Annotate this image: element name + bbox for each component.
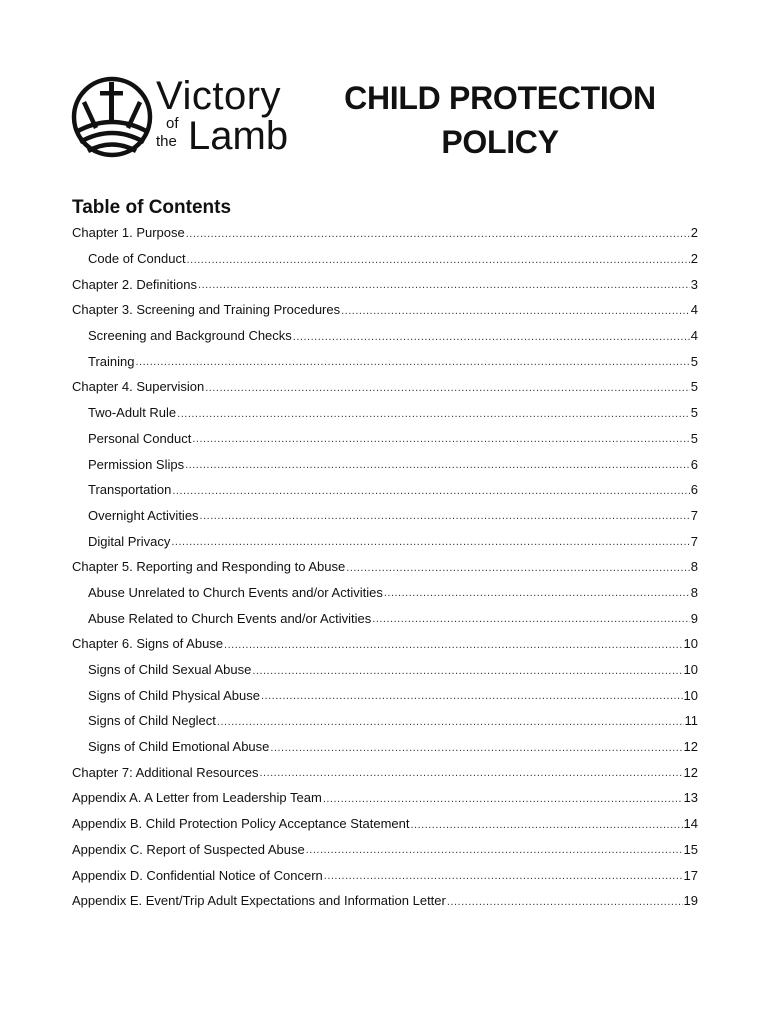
toc-leader-dots [185, 457, 690, 471]
toc-entry-page: 6 [690, 456, 698, 472]
toc-entry-title: Code of Conduct [88, 251, 186, 267]
toc-entry-title: Permission Slips [88, 456, 185, 472]
toc-entry-page: 14 [683, 816, 698, 832]
toc-entry-page: 5 [690, 430, 698, 446]
toc-entry[interactable] [72, 271, 698, 297]
toc-leader-dots [186, 226, 690, 240]
toc-entry-title: Appendix A. A Letter from Leadership Team [72, 790, 322, 806]
toc-entry[interactable] [72, 297, 698, 323]
toc-entry-title: Two-Adult Rule [88, 405, 177, 421]
toc-entry[interactable] [72, 785, 698, 811]
toc-entry-title: Signs of Child Physical Abuse [88, 687, 260, 703]
toc-entry-page: 8 [690, 584, 698, 600]
toc-entry[interactable] [72, 888, 698, 914]
toc-entry[interactable] [72, 246, 698, 272]
toc-entry[interactable] [72, 811, 698, 837]
toc-leader-dots [224, 637, 682, 651]
toc-leader-dots [259, 765, 682, 779]
toc-entry[interactable] [72, 477, 698, 503]
toc-leader-dots [346, 560, 690, 574]
toc-entry[interactable] [72, 503, 698, 529]
toc-entry[interactable] [72, 862, 698, 888]
toc-entry-title: Signs of Child Emotional Abuse [88, 739, 270, 755]
toc-leader-dots [177, 406, 690, 420]
toc-entry-title: Transportation [88, 482, 172, 498]
toc-leader-dots [192, 431, 689, 445]
church-logo [70, 72, 300, 162]
toc-entry[interactable] [72, 426, 698, 452]
toc-leader-dots [171, 534, 689, 548]
toc-leader-dots [324, 868, 683, 882]
toc-entry-title: Signs of Child Sexual Abuse [88, 662, 252, 678]
toc-entry-page: 10 [683, 662, 698, 678]
toc-entry[interactable] [72, 631, 698, 657]
toc-leader-dots [205, 380, 690, 394]
toc-entry-title: Abuse Unrelated to Church Events and/or Activities [88, 584, 383, 600]
toc-leader-dots [323, 791, 683, 805]
toc-entry[interactable] [72, 580, 698, 606]
cross-circle-icon [70, 72, 154, 162]
toc-entry-page: 11 [684, 713, 698, 729]
toc-heading: Table of Contents [72, 197, 232, 218]
toc-leader-dots [261, 688, 683, 702]
toc-leader-dots [172, 483, 689, 497]
toc-entry[interactable] [72, 708, 698, 734]
toc-entry[interactable] [72, 657, 698, 683]
toc-leader-dots [135, 354, 689, 368]
toc-entry-title: Signs of Child Neglect [88, 713, 216, 729]
toc-entry-title: Chapter 4. Supervision [72, 379, 205, 395]
toc-leader-dots [252, 663, 682, 677]
toc-leader-dots [217, 714, 684, 728]
toc-entry[interactable] [72, 554, 698, 580]
toc-entry-page: 15 [683, 841, 698, 857]
toc-entry-page: 12 [683, 764, 698, 780]
toc-entry-title: Chapter 3. Screening and Training Procedures [72, 302, 341, 318]
toc-leader-dots [200, 508, 690, 522]
toc-entry-page: 8 [690, 559, 698, 575]
toc-entry-title: Chapter 7: Additional Resources [72, 764, 259, 780]
logo-text-lamb: Lamb [188, 114, 289, 158]
toc-entry[interactable] [72, 374, 698, 400]
toc-entry-title: Appendix D. Confidential Notice of Concern [72, 867, 323, 883]
toc-entry[interactable] [72, 605, 698, 631]
toc-entry[interactable] [72, 528, 698, 554]
toc-entry[interactable] [72, 682, 698, 708]
toc-entry[interactable] [72, 400, 698, 426]
toc-entry-title: Appendix C. Report of Suspected Abuse [72, 841, 305, 857]
toc-entry[interactable] [72, 734, 698, 760]
toc-entry-page: 4 [690, 328, 698, 344]
toc-entry-page: 4 [690, 302, 698, 318]
toc-entry-page: 2 [690, 225, 698, 241]
toc-leader-dots [384, 585, 690, 599]
toc-entry-title: Overnight Activities [88, 507, 199, 523]
toc-entry-title: Screening and Background Checks [88, 328, 292, 344]
toc-entry-page: 19 [683, 893, 698, 909]
toc-entry-page: 12 [683, 739, 698, 755]
toc-entry-page: 6 [690, 482, 698, 498]
toc-entry-page: 7 [690, 507, 698, 523]
table-of-contents [72, 220, 698, 914]
toc-entry-title: Chapter 2. Definitions [72, 276, 198, 292]
toc-leader-dots [187, 252, 690, 266]
toc-entry-title: Abuse Related to Church Events and/or Activities [88, 610, 372, 626]
toc-leader-dots [293, 329, 690, 343]
title-line-1: CHILD PROTECTION [344, 80, 656, 116]
toc-entry-page: 17 [683, 867, 698, 883]
toc-entry-title: Appendix E. Event/Trip Adult Expectations and Information Letter [72, 893, 446, 909]
toc-leader-dots [447, 894, 683, 908]
toc-entry[interactable] [72, 220, 698, 246]
toc-entry-page: 10 [683, 687, 698, 703]
toc-entry-page: 2 [690, 251, 698, 267]
toc-entry-title: Personal Conduct [88, 430, 192, 446]
toc-entry-title: Digital Privacy [88, 533, 171, 549]
toc-entry-page: 5 [690, 379, 698, 395]
toc-entry[interactable] [72, 837, 698, 863]
document-title [320, 76, 680, 164]
toc-leader-dots [198, 277, 690, 291]
logo-text-of: of [166, 115, 179, 132]
toc-entry[interactable] [72, 323, 698, 349]
toc-entry-title: Training [88, 353, 135, 369]
toc-entry-title: Chapter 6. Signs of Abuse [72, 636, 224, 652]
toc-leader-dots [341, 303, 690, 317]
toc-entry-page: 10 [683, 636, 698, 652]
toc-entry-page: 5 [690, 405, 698, 421]
toc-entry[interactable] [72, 451, 698, 477]
toc-leader-dots [410, 817, 682, 831]
toc-entry-page: 5 [690, 353, 698, 369]
toc-entry[interactable] [72, 348, 698, 374]
toc-entry-page: 9 [690, 610, 698, 626]
toc-leader-dots [306, 842, 683, 856]
toc-entry-page: 13 [683, 790, 698, 806]
toc-entry-title: Appendix B. Child Protection Policy Acceptance Statement [72, 816, 410, 832]
logo-text-victory: Victory [156, 74, 282, 118]
toc-leader-dots [372, 611, 690, 625]
toc-leader-dots [270, 740, 682, 754]
logo-text-the: the [156, 133, 177, 150]
toc-entry-title: Chapter 1. Purpose [72, 225, 185, 241]
toc-entry-page: 3 [690, 276, 698, 292]
toc-entry-title: Chapter 5. Reporting and Responding to Abuse [72, 559, 346, 575]
toc-entry[interactable] [72, 759, 698, 785]
title-line-2: POLICY [441, 124, 559, 160]
toc-entry-page: 7 [690, 533, 698, 549]
